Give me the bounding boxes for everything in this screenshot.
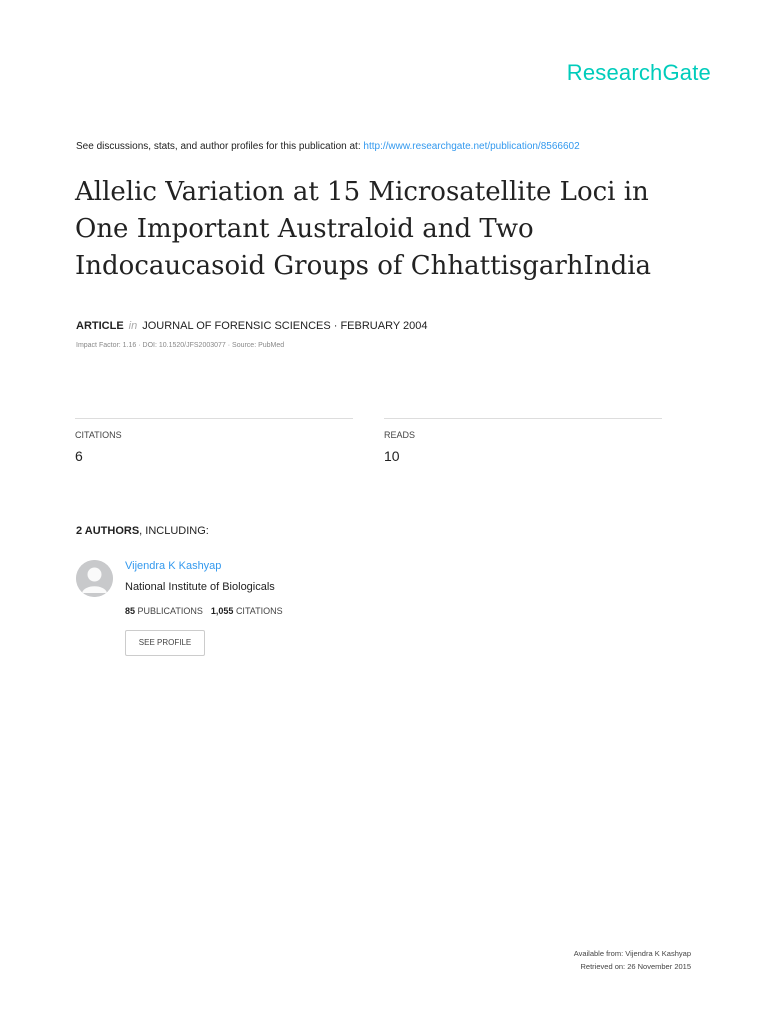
- journal-info: JOURNAL OF FORENSIC SCIENCES · FEBRUARY 2004: [142, 320, 428, 332]
- publication-link[interactable]: http://www.researchgate.net/publication/8566602: [363, 141, 580, 152]
- publication-title: Allelic Variation at 15 Microsatellite Loci in One Important Australoid and Two Indocaucasoid Groups of ChhattisgarhIndia: [75, 177, 652, 281]
- authors-heading: [76, 525, 209, 537]
- available-from: Available from: Vijendra K Kashyap: [573, 949, 691, 958]
- author-citations-label: CITATIONS: [235, 606, 283, 616]
- citations-value: 6: [75, 448, 83, 464]
- citations-label: CITATIONS: [75, 430, 122, 440]
- retrieved-on: Retrieved on: 26 November 2015: [580, 962, 691, 971]
- footer: [574, 947, 691, 973]
- reads-label: READS: [384, 430, 416, 440]
- author-avatar[interactable]: [76, 560, 113, 597]
- author-citations-count: 1,055: [210, 606, 234, 616]
- researchgate-logo[interactable]: ResearchGate: [566, 60, 711, 85]
- authors-count: 2 AUTHORS: [76, 525, 140, 537]
- in-label: in: [128, 320, 138, 332]
- reads-value: 10: [384, 448, 400, 464]
- publication-type: ARTICLE: [76, 320, 124, 332]
- citations-stat: [75, 418, 353, 464]
- author-institution: National Institute of Biologicals: [125, 581, 275, 593]
- discussion-text: See discussions, stats, and author profiles for this publication at:: [76, 141, 364, 152]
- publication-details: Impact Factor: 1.16 · DOI: 10.1520/JFS2003077 · Source: PubMed: [76, 342, 285, 349]
- author-name-link[interactable]: Vijendra K Kashyap: [125, 560, 222, 572]
- author-publications-label: PUBLICATIONS: [137, 606, 203, 616]
- publication-meta: [76, 320, 428, 332]
- discussion-line: [76, 141, 580, 152]
- reads-stat: [384, 418, 662, 464]
- author-publications-count: 85: [125, 606, 136, 616]
- see-profile-button[interactable]: SEE PROFILE: [125, 630, 205, 656]
- author-stats: [125, 606, 283, 616]
- user-silhouette-icon: [76, 560, 113, 597]
- authors-including: , INCLUDING:: [139, 525, 209, 537]
